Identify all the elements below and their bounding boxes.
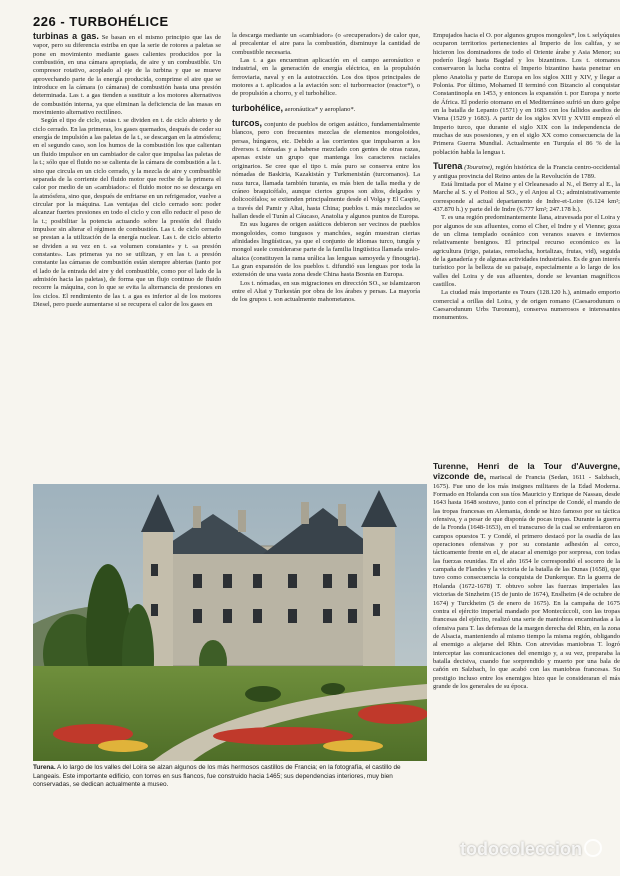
entry-text: Los t. nómadas, en sus migraciones en dirección SO., se islamizaron entre el Altai y Turkestán por obra de los árabes y persas. La mayoría de los grupos t. son actualmente mahometanos. xyxy=(232,279,420,304)
entry-note: (Touraine), xyxy=(464,164,494,172)
entry-paragraph xyxy=(232,104,420,114)
entry-paragraph xyxy=(33,117,221,309)
section-title: TURBOHÉLICE xyxy=(69,14,169,29)
entry-paragraph xyxy=(433,462,620,691)
text-column-2 xyxy=(232,32,420,487)
entry-headword: Turenne, Henri de la Tour d'Auvergne, vizconde de, xyxy=(433,462,620,482)
entry-paragraph xyxy=(433,162,620,181)
entry-paragraph xyxy=(433,289,620,322)
entry-text: Está limitada por el Maine y el Orleanesado al N., el Berry al E., la Marche al S. y el Poitou al SO., y el Anjou al O.; administrativamente corresponde al actual departamento de Indre-et-Loire (6.124 km²; 437.870 h.) y parte del de Indre (6.777 km²; 247.178 h.). xyxy=(433,180,620,213)
entry-paragraph xyxy=(232,32,420,57)
watermark-text: todocoleccion xyxy=(459,839,582,859)
caption-lead: Turena. xyxy=(33,764,56,771)
entry-text: La ciudad más importante es Tours (128.120 h.), animado emporio comercial a orillas del Loira, y de origen romano (Caesarodunum o Caesarodunum Urbs Turonum), conserva numerosos e interesantes monumentos. xyxy=(433,289,620,322)
entry-text: Las t. a gas encuentran aplicación en el campo aeronáutico e industrial, en la generación de energía eléctrica, en la propulsión ferroviaria, naval y en la autotracción. Los dos tipos principales de motores a t. aplicados a la aviación son: el turborreactor (reactor*), o de propulsión a chorro, y el turbohélice. xyxy=(232,57,420,98)
text-column-4 xyxy=(433,462,620,862)
watermark xyxy=(460,839,602,860)
castle-illustration xyxy=(33,484,427,761)
page-number: 226 xyxy=(33,14,57,29)
entry-paragraph xyxy=(232,57,420,99)
entry-text: la descarga mediante un «cambiador» (o «recuperador») de calor que, al precalentar el aire para la combustión, disminuye la cantidad de combustible necesaria. xyxy=(232,32,420,56)
caption-text: A lo largo de los valles del Loira se alzan algunos de los más hermosos castillos de Francia; en la fotografía, el castillo de Langeais. Este importante edificio, con torres en sus flancos, fue construido hacia 1465; sus dependencias interiores, muy bien conservadas, se dedican actualmente a museo. xyxy=(33,764,401,788)
entry-text: Empujados hacia el O. por algunos grupos mongoles*, los t. selyúquies ocuparon territorios pertenecientes al Imperio de los califas, y se hicieron los dominadores de todo el Oriente árabe y Asia Menor; su poderío llegó hasta Bagdad y los bizantinos. Los t. otomanos conservaron la lucha contra el Imperio bizantino hasta penetrar en pleno Anatolia y parte de Europa en los siglos XIII y XIV, y llegar a Polonia. Por último, Mohamed II terminó con Bizancio al conquistar Constantinopla en 1453, y entonces la expansión t. por Europa y norte de África. El poderío otomano en el Mediterráneo sufrió un duro golpe en la batalla de Lepanto (1571) y en 1683 con los fallidos asedios de Viena (1529 y 1683). A partir de los siglos XVII y XVIII empezó el Imperio turco, que durante el siglo XIX con la independencia de muchas de sus posesiones, y en el siglo XX como consecuencia de la Primera Guerra Mundial. Actualmente en Turquía el 86 % de la población habla la lengua t. xyxy=(433,32,620,156)
header-separator: - xyxy=(60,14,66,29)
entry-text: En sus lugares de origen asiáticos debieron ser vecinos de pueblos mongoloides, como tungusos y manchúes, según muestran ciertas afinidades lingüísticas, ya que el conjunto de idiomas turco, tungús y mongol suele considerarse parte de la familia lingüística llamada uralo-altaica (constituyen la rama urálica las lenguas samoyeda y finougria). La gran expansión de los pueblos t. difundió sus lenguas por toda la extensión de una vasta zona desde China hasta Bosnia en Europa. xyxy=(232,221,420,279)
entry-headword: Turena xyxy=(433,161,463,172)
entry-text: Según el tipo de ciclo, estas t. se dividen en t. de ciclo abierto y de ciclo cerrado. En las primeras, los gases quemados, después de ceder su energía de impulsión a las paletas de la t., se descargan en la atmósfera; en el segundo caso, son los humos de la combustión los que calientan un fluido impulsor en un cambiador de calor que impulsa las paletas de la t.; sólo que el fluido no se calienta de la cámara de combustión a la t. sino que circula en un ciclo cerrado, y la mezcla de aire y combustible separada de la corriente del fluido motor que recibe de la primera el calor por medio de un «cambiador»: el fluido motor no se descarga en la atmósfera, sino que, después de enfriarse en un refrigerador, vuelve a circular por la máquina. Las ventajas del ciclo cerrado son: poder alcanzar fuertes presiones en todo el ciclo y con ello reducir el peso de la t.; posibilitar la potencia actuando sobre la presión del fluido impulsor sin alterar el régimen de combustión. Las t. de ciclo cerrado se prestan a la utilización de la energía nuclear. Las t. de ciclo abierto se dividen a su vez en t. «a volumen constante» y t. «a presión constante». Las primeras ya no se utilizan, y en las t. a presión constante las cámaras de combustión están siempre abiertas (tanto por el lado de la entrada del aire y del combustible, como por el lado de la admisión hacia las paletas), de forma que un flujo continuo de fluido recorre la máquina, con lo que se evita la alternancia de presiones en los ciclos. El rendimiento de las t. a gas es inferior al de los motores Diesel, pero puede aumentarse si se recupera el calor de los gases en xyxy=(33,117,221,308)
entry-headword: turbohélice, xyxy=(232,102,284,113)
entry-text: mariscal de Francia (Sedan, 1611 - Salzbach, 1675). Fue uno de los más insignes militares de la Edad Moderna. Formado en Holanda con sus tíos Mauricio y Enrique de Nassau, desde 1643 hasta 1648 sostuvo, junto con el príncipe de Condé, el mando de las tropas francesas en Alemania, donde se hizo famoso por su táctica ofensiva, y a pesar de que disponía de pocas tropas. Durante la guerra de la Fronda (1648-1653), en el transcurso de la cual se enfrentaron en campos opuestos T. y Condé, el primero destacó por la osadía de las operaciones ofensivas y por su constante adhesión al cerco, tácticamente frente en el, de atacar al enemigo por sorpresa, con todas las fuerzas reunidas. En el año 1654 le correspondió el socorro de la campaña de Flandes y la victoria de la batalla de las Dunas (1658), que tuvo como consecuencia la conquista de Dunkerque. En la guerra de Holanda (1672-1678) T. obtuvo sobre las fuerzas imperiales las victorias de Sinzheim (15 de junio de 1674), Enslheim (4 de octubre de 1674) y Turckheim (5 de enero de 1675). En la campaña de 1675 contra el ejército imperial mandado por Montecúccoli, con las tropas francesas del ejército, realizó una serie de maniobras encaminadas a la ofensiva para T. las defensas de la margen derecha del Rhin, en la zona de Alsacia, manteniendo al mismo tiempo la misma región, obligando al enemigo a alejarse del Rhin. Con atrevidas maniobras T. logró interceptar las comunicaciones del enemigo y, a su vez, preparaba la batalla decisiva, cuando fue sorprendido y muerto por una bala de cañón en Salzbach, lo que acabó con las maniobras francesas. Su prestigio incluso entre los enemigos hizo que le consideraran el más grande de los generales de su época. xyxy=(433,474,620,690)
text-column-3 xyxy=(433,32,620,322)
photo-caption xyxy=(33,764,427,790)
entry-headword: turbinas a gas. xyxy=(33,32,99,41)
entry-paragraph xyxy=(433,214,620,289)
entry-text: Se basan en el mismo principio que las de vapor, pero su diferencia estriba en que la serie de rotores a paletas se pone en movimiento mediante gases calientes producidos por la combustión, en una cámara apropiada, de aire y un combustible. Un compresor rotativo, acoplado al eje de la turbina y que se mueve aprovechando parte de la energía producida, comprime el aire que se introduce en la cámara (o cámaras) de combustión hasta una presión determinada. Las t. a gas tienden a sustituir a los motores alternativos de combustión interna, ya que eliminan la deficiencia de las masas en movimiento alternativo rectilíneo. xyxy=(33,34,221,117)
entry-text: conjunto de pueblos de origen asiático, fundamentalmente blancos, pero con frecuentes mezclas de elementos mongoloides, persas, húngaros, etc. Debido a las corrientes que impulsaron a los diversos t. nómadas y a haberse mezclado con gentes de otras razas, apenas existe un grupo que mantenga los caracteres raciales originarios. Se cree que el tipo t. más puro se conserva entre los nómadas de Baskiria, Kazakistán y Turkmenistán (turcomanos). La raza turca, llamada también turania, es más bien de talla media y de cráneo braquicéfalo, aunque ciertos grupos son altos, delgados y dolicocéfalos; se extienden principalmente desde el Volga y El Caspio, a través del Pamir y Altai, hasta China; pueblos t. más mezclados se hallan desde el Turán al Cáucaso, Anatolia y algunos puntos de Europa. xyxy=(232,121,420,220)
page-header xyxy=(33,14,169,29)
entry-paragraph xyxy=(433,32,620,157)
entry-paragraph xyxy=(33,32,221,117)
entry-paragraph xyxy=(232,280,420,305)
entry-text: T. es una región predominantemente llana, atravesada por el Loira y por algunos de sus afluentes, como el Cher, el Indre y el Vienne; goza de un clima templado oceánico con veranos suaves e inviernos relativamente benignos. El principal recurso económico es la agricultura (trigo, patatas, remolacha, hortalizas, frutas, vid), seguida de la ganadería y de algunas actividades industriales. Es de gran interés turístico por la belleza de su paisaje, especialmente a lo largo de los valles del Loira y de sus afluentes, donde se levantan magníficos castillos. xyxy=(433,214,620,288)
text-column-1 xyxy=(33,32,221,494)
entry-paragraph xyxy=(232,119,420,221)
entry-paragraph xyxy=(433,181,620,214)
castle-photo xyxy=(33,484,427,761)
entry-headword: turcos, xyxy=(232,118,263,129)
entry-text: región histórica de la Francia centro-occidental y antigua provincia del Reino antes de la Revolución de 1789. xyxy=(433,164,620,180)
watermark-logo-icon xyxy=(584,839,602,857)
entry-text: aeronáutica* y aeroplano*. xyxy=(284,105,356,113)
entry-paragraph xyxy=(232,221,420,279)
